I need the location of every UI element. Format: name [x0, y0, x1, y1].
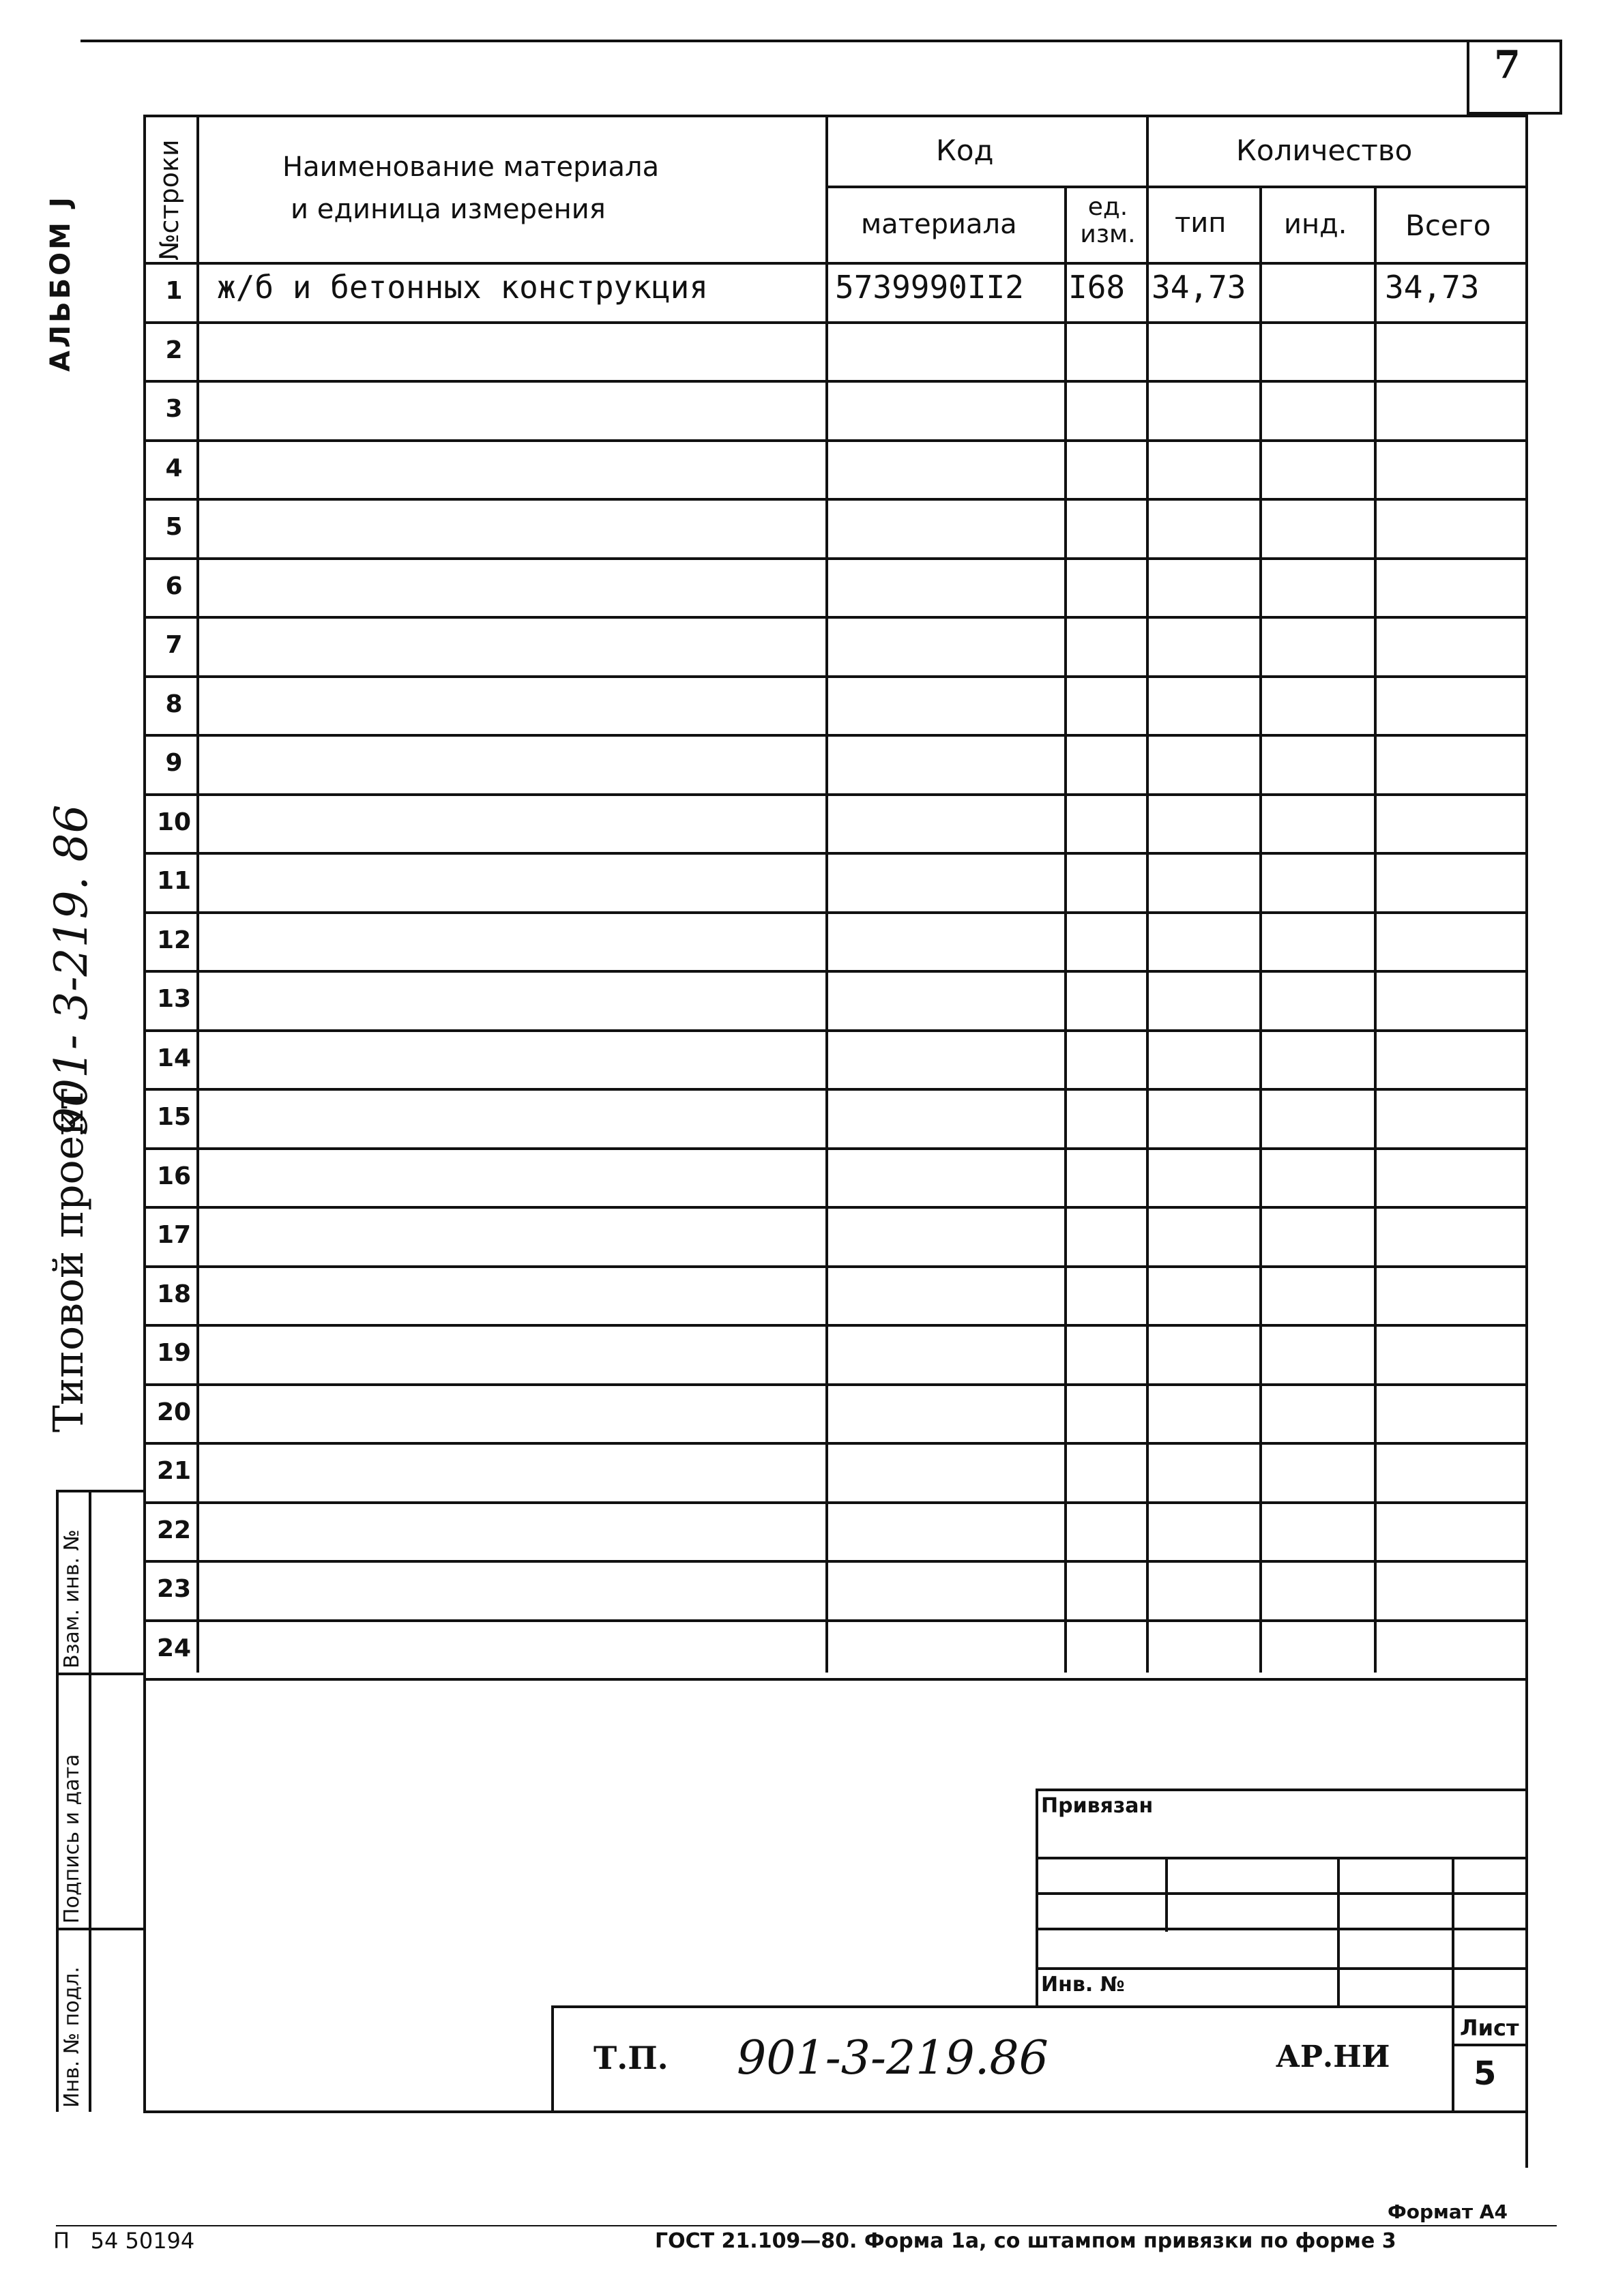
row-divider [143, 911, 1528, 914]
row-divider [143, 1560, 1528, 1563]
row-number: 6 [165, 572, 183, 600]
row-divider [143, 557, 1528, 560]
row-number: 13 [156, 985, 192, 1013]
row-number: 7 [165, 631, 183, 659]
side-stamp-sep2 [56, 1928, 145, 1930]
row-number: 17 [156, 1221, 192, 1249]
stamp-section: АР.НИ [1276, 2040, 1390, 2074]
row-number: 15 [156, 1103, 192, 1131]
row-divider [143, 1619, 1528, 1622]
row-divider [143, 1383, 1528, 1386]
header-qty-total: Всего [1405, 209, 1491, 242]
side-podpis-data: Подпись и дата [60, 1754, 84, 1924]
row-divider [143, 675, 1528, 678]
row-divider [143, 1147, 1528, 1150]
row-divider [143, 498, 1528, 501]
row-divider [143, 852, 1528, 855]
album-label: АЛЬБОМ J [45, 194, 76, 372]
stamp-top [1036, 1789, 1527, 1791]
stamp-project-code: 901-3-219.86 [737, 2031, 1049, 2085]
row-divider [143, 439, 1528, 442]
row-number: 8 [165, 690, 183, 718]
stamp-col-2 [1337, 1857, 1340, 2008]
project-label: Типовой проект [45, 1087, 93, 1432]
col-sep-name [825, 115, 828, 1673]
row-divider [143, 1088, 1528, 1091]
frame-bottom [143, 2110, 1528, 2113]
row-divider [143, 1678, 1528, 1681]
title-block-top [551, 2005, 1528, 2008]
title-block-left [551, 2005, 554, 2112]
row-divider [143, 1501, 1528, 1504]
cell-name: ж/б и бетонных конструкция [217, 269, 709, 306]
cell-code: 5739990II2 [835, 269, 1024, 306]
row-divider [143, 1029, 1528, 1032]
side-stamp-left [56, 1490, 59, 2112]
col-sep-code [1064, 186, 1067, 1673]
table-right-border [1525, 115, 1528, 2168]
row-number: 16 [156, 1162, 192, 1190]
table-left-border [143, 115, 146, 1673]
side-inv-podl: Инв. № подл. [60, 1967, 84, 2108]
row-divider [143, 734, 1528, 737]
row-number: 2 [165, 336, 183, 364]
row-divider [143, 321, 1528, 324]
row-divider [143, 380, 1528, 383]
side-vzam-inv: Взам. инв. № [60, 1529, 84, 1668]
row-number: 22 [156, 1516, 192, 1544]
col-sep-unit [1146, 115, 1149, 1673]
row-divider [143, 1324, 1528, 1327]
footer-format: Формат А4 [1388, 2201, 1508, 2223]
row-number: 19 [156, 1339, 192, 1367]
stamp-privyazan: Привязан [1041, 1794, 1154, 1818]
row-divider [143, 970, 1528, 973]
page-number-box-right [1559, 40, 1562, 115]
row-number: 3 [165, 395, 183, 423]
row-divider [143, 1265, 1528, 1268]
header-row-no: №строки [154, 139, 184, 261]
side-stamp-sep1 [56, 1673, 145, 1675]
table-top-border [143, 115, 1528, 117]
footer-gost: ГОСТ 21.109—80. Форма 1а, со штампом привязки по форме 3 [655, 2229, 1396, 2253]
row-number: 4 [165, 454, 183, 482]
row-number: 20 [156, 1398, 192, 1426]
header-name-line1: Наименование материала [282, 151, 660, 183]
stamp-inv-no: Инв. № [1041, 1973, 1125, 1997]
stamp-tp: Т.П. [593, 2040, 669, 2076]
row-number: 5 [165, 513, 183, 541]
header-code-material: материала [861, 209, 1017, 240]
side-stamp-top [56, 1490, 145, 1492]
stamp-col-1 [1165, 1857, 1168, 1932]
cell-total: 34,73 [1385, 269, 1480, 306]
side-stamp-inner [89, 1490, 91, 2112]
footer-left: П 54 50194 [53, 2228, 195, 2254]
project-number-handwritten: 901- 3-219. 86 [45, 804, 98, 1136]
header-qty-type: тип [1175, 207, 1227, 239]
row-number: 9 [165, 749, 183, 777]
row-number: 12 [156, 926, 192, 954]
stamp-left [1036, 1789, 1038, 2007]
footer-rule [56, 2225, 1557, 2226]
row-divider [143, 1206, 1528, 1209]
header-name-line2: и единица измерения [291, 194, 606, 225]
stamp-col-3 [1452, 1857, 1454, 2110]
row-number: 24 [156, 1634, 192, 1662]
header-bottom-line [143, 262, 1528, 265]
header-qty-group: Количество [1236, 134, 1413, 167]
cell-unit: I68 [1068, 269, 1126, 306]
header-subrow-line [825, 186, 1528, 188]
stamp-sheet-no: 5 [1474, 2055, 1497, 2093]
row-divider [143, 1442, 1528, 1445]
header-code-unit: ед. изм. [1080, 193, 1136, 248]
top-rule [80, 40, 1562, 42]
row-number: 23 [156, 1575, 192, 1603]
row-number: 14 [156, 1044, 192, 1072]
row-number: 1 [165, 277, 183, 305]
col-sep-type [1259, 186, 1262, 1673]
header-qty-ind: инд. [1284, 209, 1347, 240]
row-number: 11 [156, 867, 192, 895]
row-number: 21 [156, 1457, 192, 1485]
row-number: 18 [156, 1280, 192, 1308]
page-number: 7 [1494, 42, 1521, 87]
side-stamp-right [143, 1490, 146, 2112]
row-divider [143, 616, 1528, 619]
stamp-sheet-label: Лист [1460, 2015, 1519, 2041]
sheet-label-line [1452, 2044, 1528, 2046]
cell-type: 34,73 [1152, 269, 1246, 306]
col-sep-ind [1374, 186, 1377, 1673]
page-number-box-left [1467, 40, 1469, 115]
row-number: 10 [156, 808, 192, 836]
header-code-group: Код [936, 134, 994, 167]
row-divider [143, 793, 1528, 796]
